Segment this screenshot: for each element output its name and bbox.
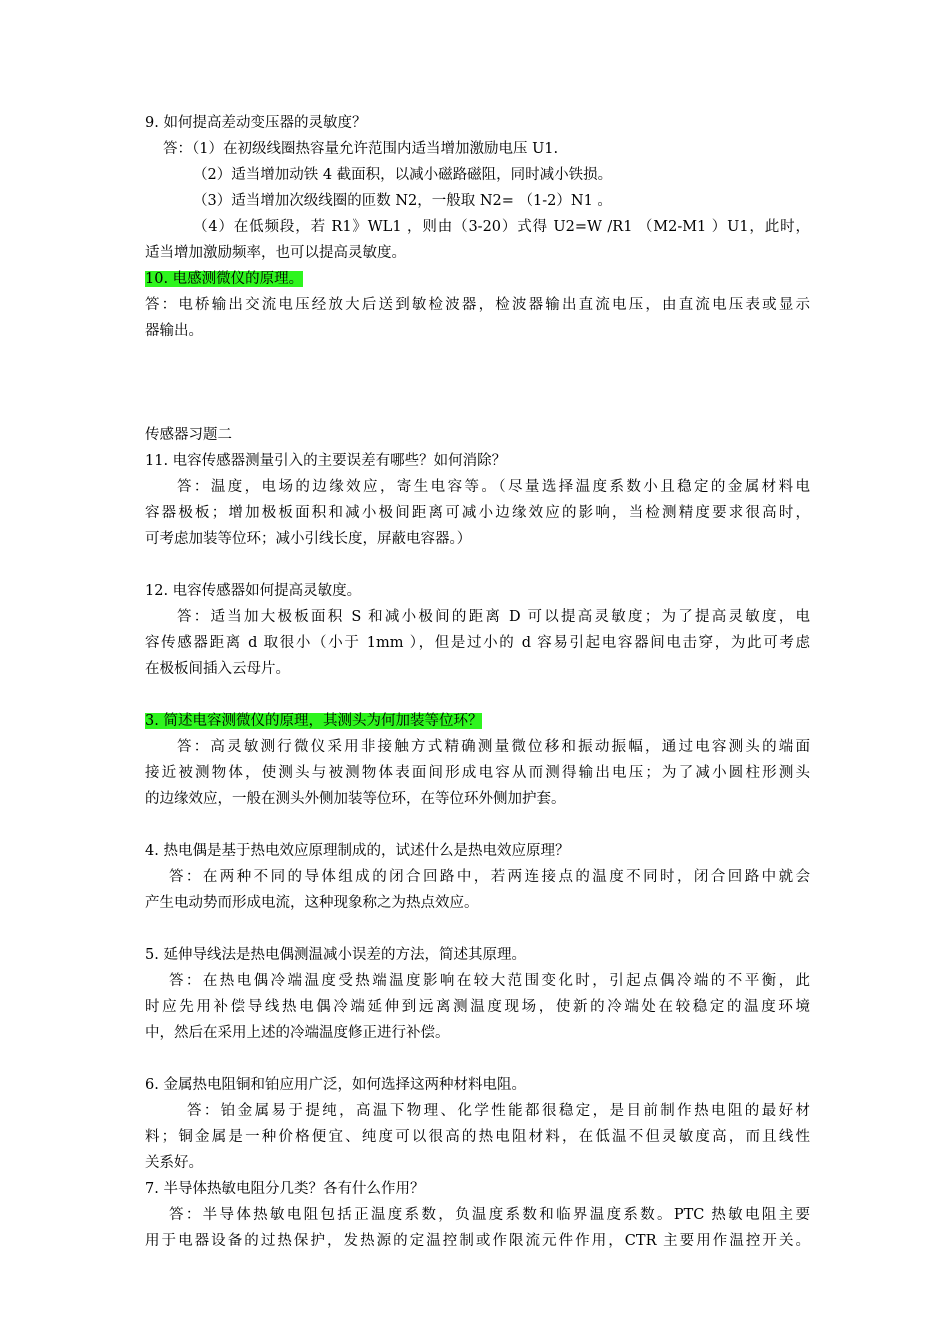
- text-line: [145, 578, 810, 604]
- line-text: 4. 热电偶是基于热电效应原理制成的，试述什么是热电效应原理？: [145, 843, 570, 859]
- line-text: 容传感器距离 d 取很小（小于 1mm ），但是过小的 d 容易引起电容器间电击穿，为此可考虑: [145, 635, 810, 651]
- blank-line: [145, 682, 810, 708]
- text-line: [145, 864, 810, 890]
- line-text: （4）在低频段，若 R1》WL1 ，则由（3-20）式得 U2=W /R1 （M2-M1 ）U1，此时，: [193, 219, 810, 235]
- text-line: [145, 1072, 810, 1098]
- line-text: 11. 电容传感器测量引入的主要误差有哪些？如何消除？: [145, 453, 507, 469]
- text-line: [145, 734, 810, 760]
- line-text: 12. 电容传感器如何提高灵敏度。: [145, 583, 362, 599]
- text-line: [145, 708, 810, 734]
- line-text: 答：半导体热敏电阻包括正温度系数，负温度系数和临界温度系数。PTC 热敏电阻主要: [169, 1207, 810, 1223]
- line-text: 料；铜金属是一种价格便宜、纯度可以很高的热电阻材料，在低温不但灵敏度高，而且线性: [145, 1129, 810, 1145]
- text-line: [145, 630, 810, 656]
- line-text: 答：适当加大极板面积 S 和减小极间的距离 D 可以提高灵敏度；为了提高灵敏度，电: [177, 609, 810, 625]
- line-text: （3）适当增加次级线圈的匝数 N2，一般取 N2= （1-2）N1 。: [193, 193, 612, 209]
- text-line: [145, 838, 810, 864]
- text-line: [145, 292, 810, 318]
- text-line: [145, 656, 810, 682]
- line-text: 在极板间插入云母片。: [145, 661, 290, 677]
- highlighted-heading: 3. 简述电容测微仪的原理，其测头为何加装等位环？: [145, 713, 483, 729]
- line-text: 接近被测物体，使测头与被测物体表面间形成电容从而测得输出电压；为了减小圆柱形测头: [145, 765, 810, 781]
- line-text: 中，然后在采用上述的冷端温度修正进行补偿。: [145, 1025, 450, 1041]
- text-line: [145, 1176, 810, 1202]
- line-text: 6. 金属热电阻铜和铂应用广泛，如何选择这两种材料电阻。: [145, 1077, 526, 1093]
- text-line: [145, 500, 810, 526]
- line-text: 关系好。: [145, 1155, 203, 1171]
- text-line: [145, 942, 810, 968]
- line-text: 适当增加激励频率，也可以提高灵敏度。: [145, 245, 406, 261]
- text-line: [145, 604, 810, 630]
- text-line: [145, 188, 810, 214]
- line-text: 9. 如何提高差动变压器的灵敏度？: [145, 115, 367, 131]
- text-line: [145, 786, 810, 812]
- line-text: 答：电桥输出交流电压经放大后送到敏检波器，检波器输出直流电压，由直流电压表或显示: [145, 297, 810, 313]
- line-text: 5. 延伸导线法是热电偶测温减小误差的方法，简述其原理。: [145, 947, 526, 963]
- line-text: 容器极板；增加极板面积和减小极间距离可减小边缘效应的影响，当检测精度要求很高时，: [145, 505, 810, 521]
- line-text: 传感器习题二: [145, 427, 232, 443]
- text-line: [145, 1202, 810, 1228]
- line-text: 7. 半导体热敏电阻分几类？各有什么作用？: [145, 1181, 425, 1197]
- blank-line: [145, 552, 810, 578]
- highlighted-heading: 10. 电感测微仪的原理。: [145, 271, 304, 287]
- line-text: 的边缘效应，一般在测头外侧加装等位环，在等位环外侧加护套。: [145, 791, 566, 807]
- line-text: （2）适当增加动铁 4 截面积，以减小磁路磁阻，同时减小铁损。: [193, 167, 613, 183]
- document-page: [145, 110, 810, 1254]
- text-line: [145, 266, 810, 292]
- line-text: 时应先用补偿导线热电偶冷端延伸到远离测温度现场，使新的冷端处在较稳定的温度环境: [145, 999, 810, 1015]
- text-line: [145, 968, 810, 994]
- text-line: [145, 526, 810, 552]
- blank-line: [145, 916, 810, 942]
- text-line: [145, 240, 810, 266]
- text-line: [145, 318, 810, 344]
- text-line: [145, 448, 810, 474]
- text-line: [145, 110, 810, 136]
- text-line: [145, 1124, 810, 1150]
- line-text: 答：高灵敏测行微仪采用非接触方式精确测量微位移和振动振幅，通过电容测头的端面: [177, 739, 810, 755]
- line-text: 答：铂金属易于提纯，高温下物理、化学性能都很稳定，是目前制作热电阻的最好材: [187, 1103, 810, 1119]
- text-line: [145, 994, 810, 1020]
- text-line: [145, 1020, 810, 1046]
- text-line: [145, 162, 810, 188]
- line-text: 器输出。: [145, 323, 203, 339]
- blank-line: [145, 344, 810, 422]
- text-line: [145, 760, 810, 786]
- text-line: [145, 1228, 810, 1254]
- blank-line: [145, 1046, 810, 1072]
- line-text: 答：温度，电场的边缘效应，寄生电容等。（尽量选择温度系数小且稳定的金属材料电: [177, 479, 810, 495]
- text-line: [145, 214, 810, 240]
- line-text: 可考虑加装等位环；减小引线长度，屏蔽电容器。）: [145, 531, 472, 547]
- text-line: [145, 474, 810, 500]
- blank-line: [145, 812, 810, 838]
- text-line: [145, 890, 810, 916]
- text-line: [145, 422, 810, 448]
- line-text: 答：在热电偶冷端温度受热端温度影响在较大范围变化时，引起点偶冷端的不平衡，此: [169, 973, 810, 989]
- line-text: 用于电器设备的过热保护，发热源的定温控制或作限流元件作用，CTR 主要用作温控开关。: [145, 1233, 810, 1249]
- text-line: [145, 136, 810, 162]
- text-line: [145, 1098, 810, 1124]
- line-text: 答：在两种不同的导体组成的闭合回路中，若两连接点的温度不同时，闭合回路中就会: [169, 869, 810, 885]
- text-line: [145, 1150, 810, 1176]
- line-text: 答：（1）在初级线圈热容量允许范围内适当增加激励电压 U1.: [163, 141, 559, 157]
- line-text: 产生电动势而形成电流，这种现象称之为热点效应。: [145, 895, 479, 911]
